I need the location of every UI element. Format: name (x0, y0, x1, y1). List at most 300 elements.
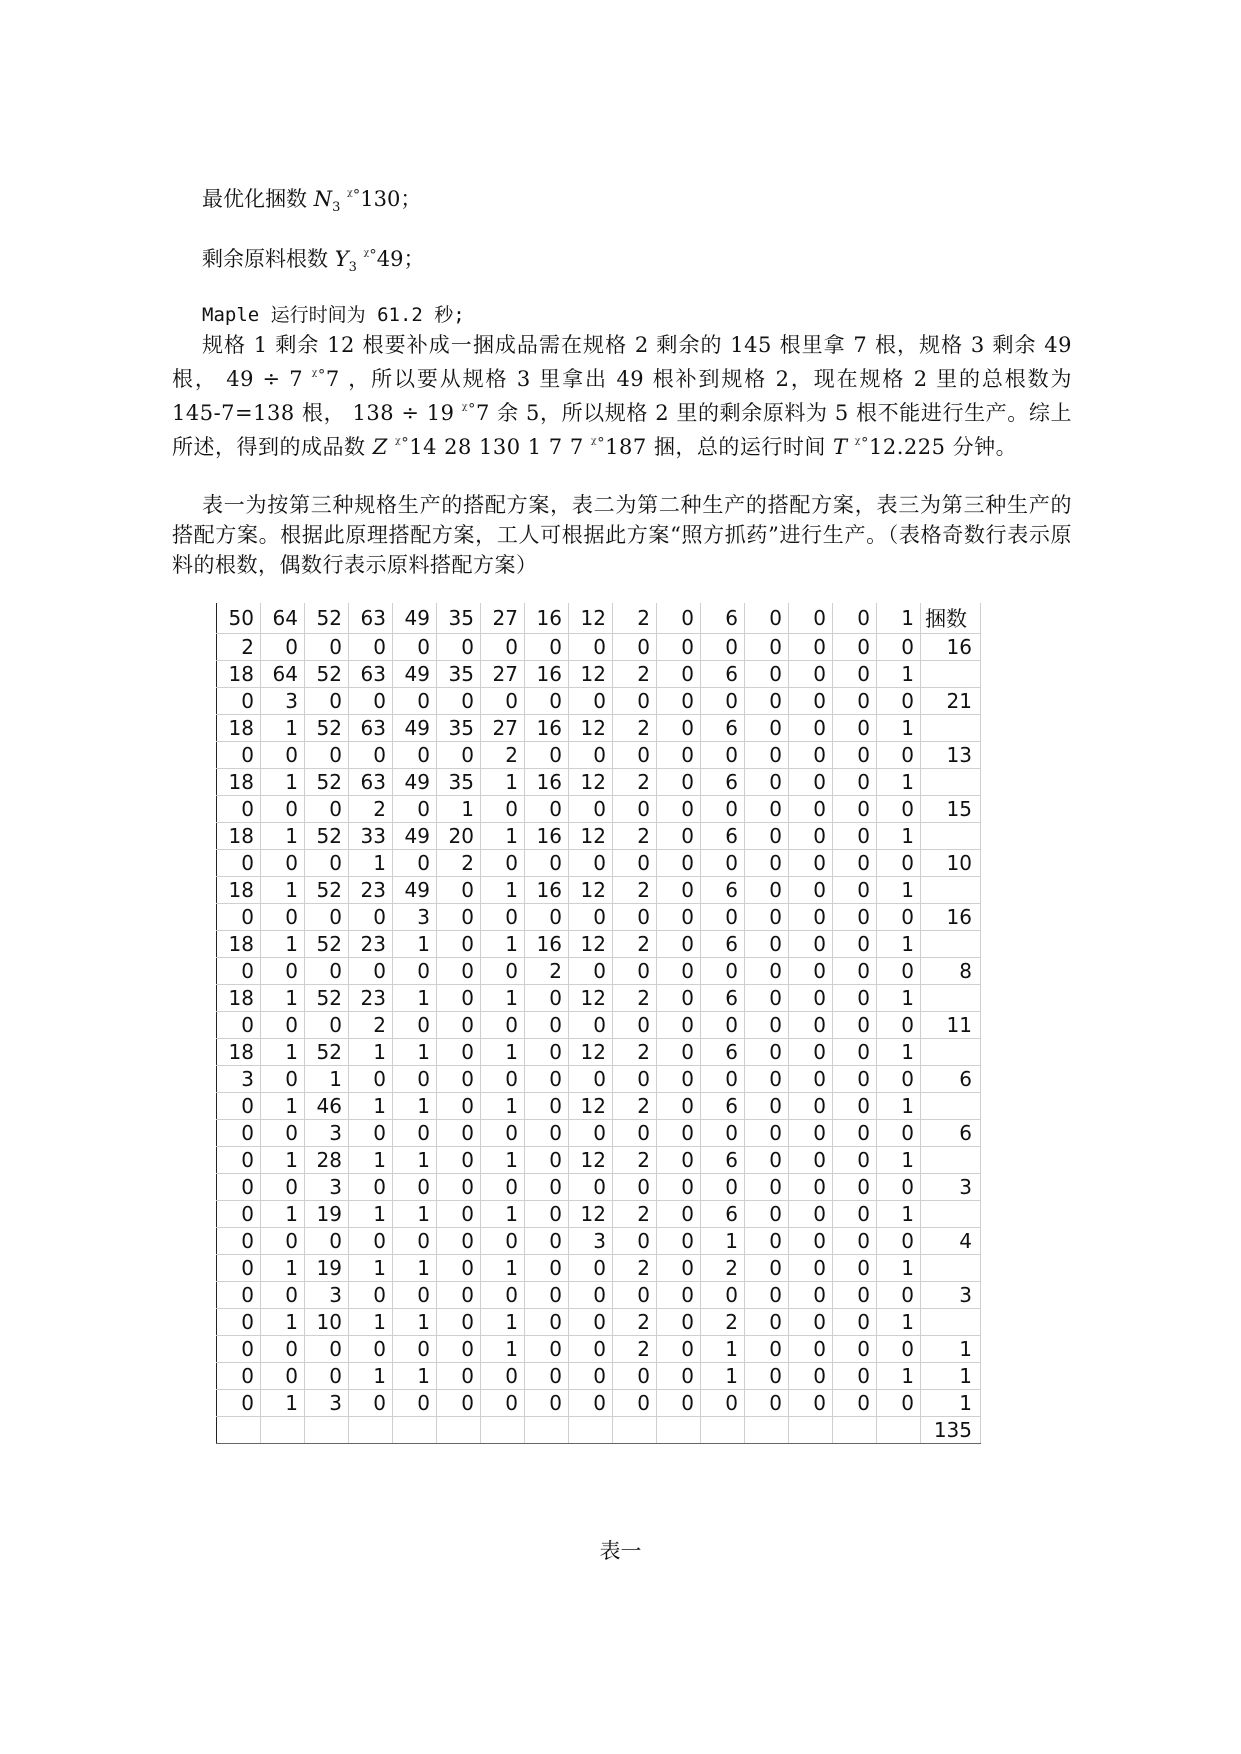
table-cell: 3 (569, 1228, 613, 1255)
table-cell: 1 (349, 1093, 393, 1120)
table-cell: 2 (613, 931, 657, 958)
calculation-paragraph (172, 330, 1072, 462)
table-cell: 0 (437, 1120, 481, 1147)
table-cell: 6 (701, 823, 745, 850)
table-cell: 0 (437, 1390, 481, 1417)
table-cell: 0 (613, 1012, 657, 1039)
table-cell: 0 (349, 958, 393, 985)
table-cell: 6 (701, 877, 745, 904)
table-cell: 2 (613, 1147, 657, 1174)
table-cell: 63 (349, 715, 393, 742)
table-cell: 20 (437, 823, 481, 850)
table-cell: 1 (261, 1147, 305, 1174)
table-cell: 0 (525, 796, 569, 823)
table-cell: 0 (701, 850, 745, 877)
table-cell: 0 (833, 1174, 877, 1201)
table-cell: 0 (305, 1336, 349, 1363)
table-cell: 63 (349, 661, 393, 688)
table-cell: 1 (481, 1039, 525, 1066)
table-cell: 0 (217, 1228, 261, 1255)
table-cell: 0 (789, 634, 833, 661)
table-cell: 0 (437, 634, 481, 661)
table-cell: 2 (613, 715, 657, 742)
y3-label: 剩余原料根数 (202, 247, 328, 271)
table-cell: 0 (569, 1390, 613, 1417)
bundle-count-cell (921, 769, 981, 796)
table-cell: 0 (701, 1066, 745, 1093)
table-cell: 0 (393, 1336, 437, 1363)
table-cell: 0 (481, 1120, 525, 1147)
table-cell: 35 (437, 715, 481, 742)
table-cell: 1 (877, 603, 921, 634)
table-cell: 2 (613, 1309, 657, 1336)
table-cell: 0 (349, 742, 393, 769)
table-cell: 0 (217, 904, 261, 931)
table-row (217, 823, 981, 850)
table-cell: 0 (437, 1309, 481, 1336)
table-cell: 1 (701, 1228, 745, 1255)
table-cell: 0 (437, 1174, 481, 1201)
table-cell: 0 (789, 1012, 833, 1039)
table-cell: 52 (305, 661, 349, 688)
table-cell: 1 (481, 985, 525, 1012)
table-cell: 0 (525, 1228, 569, 1255)
table-cell: 0 (613, 904, 657, 931)
bundle-count-cell: 21 (921, 688, 981, 715)
table-cell: 1 (393, 985, 437, 1012)
table-cell: 6 (701, 769, 745, 796)
table-cell: 0 (877, 1012, 921, 1039)
table-cell: 1 (305, 1066, 349, 1093)
table-cell: 0 (525, 688, 569, 715)
table-cell: 12 (569, 1201, 613, 1228)
table-cell: 0 (701, 958, 745, 985)
bundle-count-cell: 3 (921, 1282, 981, 1309)
table-cell: 0 (393, 1282, 437, 1309)
table-cell: 3 (217, 1066, 261, 1093)
z-variable: Z (372, 435, 388, 459)
bundle-count-cell: 10 (921, 850, 981, 877)
table-row (217, 1255, 981, 1282)
table-cell: 0 (349, 904, 393, 931)
table-cell: 63 (349, 769, 393, 796)
table-cell: 0 (745, 796, 789, 823)
table-cell: 0 (833, 1363, 877, 1390)
table-cell: 0 (789, 1228, 833, 1255)
table-cell: 0 (745, 1309, 789, 1336)
table-cell: 0 (745, 1120, 789, 1147)
table-cell: 0 (525, 634, 569, 661)
table-cell: 0 (833, 1147, 877, 1174)
table-cell: 1 (481, 1093, 525, 1120)
table-cell: 0 (833, 769, 877, 796)
table-cell: 0 (569, 1120, 613, 1147)
table-cell: 1 (701, 1363, 745, 1390)
table-cell: 0 (437, 742, 481, 769)
table-cell: 1 (877, 661, 921, 688)
table-cell: 35 (437, 661, 481, 688)
table-cell: 0 (833, 1336, 877, 1363)
table-cell: 0 (833, 1228, 877, 1255)
table-cell: 18 (217, 823, 261, 850)
table-cell: 0 (525, 1255, 569, 1282)
table-cell: 0 (789, 1066, 833, 1093)
table-cell: 0 (833, 1012, 877, 1039)
table-cell: 0 (833, 1282, 877, 1309)
table-cell: 1 (261, 1255, 305, 1282)
table-cell: 0 (525, 1282, 569, 1309)
table-cell: 0 (437, 1363, 481, 1390)
table-cell: 49 (393, 877, 437, 904)
table-cell: 12 (569, 823, 613, 850)
table-cell: 0 (789, 1363, 833, 1390)
table-cell: 0 (745, 1336, 789, 1363)
table-cell: 6 (701, 661, 745, 688)
table-cell: 0 (877, 1228, 921, 1255)
garbled-equals-symbol: ᵡ° (590, 434, 606, 452)
table-cell: 6 (701, 715, 745, 742)
table-cell: 0 (437, 1147, 481, 1174)
table-row (217, 769, 981, 796)
table-cell: 0 (349, 1174, 393, 1201)
table-cell: 0 (217, 850, 261, 877)
bundle-count-cell (921, 877, 981, 904)
table-cell: 0 (613, 1363, 657, 1390)
para1-part-b: 7 ，所以要从规格 3 里拿出 49 根补到规格 2，现在规格 2 里的总根数为 145-7=138 根， 138 ÷ 19 (172, 367, 1072, 425)
table-cell: 0 (393, 1390, 437, 1417)
table-cell: 0 (789, 688, 833, 715)
table-cell: 0 (217, 1309, 261, 1336)
table-cell: 64 (261, 603, 305, 634)
table-cell: 0 (349, 1336, 393, 1363)
table-cell: 49 (393, 715, 437, 742)
table-cell: 0 (481, 634, 525, 661)
table-cell: 1 (393, 1039, 437, 1066)
table-cell: 46 (305, 1093, 349, 1120)
table-cell: 18 (217, 661, 261, 688)
table-cell: 0 (833, 634, 877, 661)
garbled-equals-symbol: ᵡ° (363, 246, 377, 264)
table-cell: 1 (349, 1147, 393, 1174)
table-cell: 23 (349, 931, 393, 958)
bundle-count-cell (921, 931, 981, 958)
table-cell: 33 (349, 823, 393, 850)
table-row (217, 661, 981, 688)
table-cell: 0 (657, 1309, 701, 1336)
table-cell: 0 (789, 985, 833, 1012)
table-cell: 2 (613, 603, 657, 634)
table-cell: 1 (261, 823, 305, 850)
table-cell: 0 (481, 904, 525, 931)
table-cell: 19 (305, 1201, 349, 1228)
garbled-equals-symbol: ᵡ° (394, 434, 410, 452)
table-cell: 0 (525, 904, 569, 931)
table-cell: 0 (569, 1309, 613, 1336)
table-cell: 1 (393, 931, 437, 958)
table-cell: 0 (525, 1174, 569, 1201)
table-cell: 0 (745, 661, 789, 688)
table-cell: 1 (877, 1093, 921, 1120)
table-cell: 27 (481, 661, 525, 688)
table-cell: 0 (657, 1039, 701, 1066)
table-cell: 0 (657, 1066, 701, 1093)
table-cell: 1 (877, 1255, 921, 1282)
table-cell: 0 (833, 904, 877, 931)
table-cell: 6 (701, 1201, 745, 1228)
table-cell: 1 (877, 1039, 921, 1066)
table-cell: 0 (217, 1201, 261, 1228)
table-cell: 0 (261, 904, 305, 931)
table-cell: 35 (437, 769, 481, 796)
table-cell: 0 (789, 769, 833, 796)
table-cell: 1 (481, 769, 525, 796)
table-cell: 0 (833, 850, 877, 877)
table-cell: 0 (525, 1012, 569, 1039)
table-cell: 12 (569, 661, 613, 688)
table-cell: 0 (613, 1282, 657, 1309)
table-cell: 2 (217, 634, 261, 661)
table-cell: 2 (701, 1309, 745, 1336)
table-cell: 0 (393, 958, 437, 985)
table-cell: 0 (393, 742, 437, 769)
table-cell: 0 (877, 1174, 921, 1201)
bundle-count-cell (921, 1255, 981, 1282)
table-cell (393, 1417, 437, 1444)
table-cell: 52 (305, 877, 349, 904)
table-cell: 0 (481, 1066, 525, 1093)
table-cell: 2 (613, 1255, 657, 1282)
n3-label: 最优化捆数 (202, 187, 307, 211)
table-cell: 1 (481, 1336, 525, 1363)
table-cell: 1 (261, 1201, 305, 1228)
table-cell (569, 1417, 613, 1444)
table-row (217, 985, 981, 1012)
table-cell: 0 (525, 1147, 569, 1174)
table-cell: 0 (833, 688, 877, 715)
table-cell: 0 (657, 1282, 701, 1309)
table-row (217, 634, 981, 661)
table-row (217, 931, 981, 958)
table-cell: 52 (305, 715, 349, 742)
table-cell: 0 (657, 985, 701, 1012)
bundle-count-cell (921, 1039, 981, 1066)
table-cell: 0 (437, 877, 481, 904)
table-cell: 0 (877, 1120, 921, 1147)
table-cell: 0 (745, 769, 789, 796)
table-cell: 0 (745, 1282, 789, 1309)
table-cell: 3 (393, 904, 437, 931)
table-cell: 16 (525, 877, 569, 904)
bundle-count-cell: 3 (921, 1174, 981, 1201)
table-cell: 0 (789, 1093, 833, 1120)
table-row (217, 1228, 981, 1255)
t-variable: T (833, 435, 848, 459)
table-cell (745, 1417, 789, 1444)
table-cell: 1 (261, 715, 305, 742)
table-cell: 0 (525, 1363, 569, 1390)
table-cell: 0 (745, 742, 789, 769)
table-cell: 6 (701, 931, 745, 958)
bundle-count-cell: 6 (921, 1066, 981, 1093)
table-row (217, 796, 981, 823)
table-cell: 0 (217, 958, 261, 985)
table-cell: 1 (481, 1201, 525, 1228)
table-cell: 35 (437, 603, 481, 634)
table-cell (217, 1417, 261, 1444)
table-cell: 1 (877, 715, 921, 742)
table-row (217, 1390, 981, 1417)
table-row (217, 1336, 981, 1363)
table-cell: 0 (833, 1066, 877, 1093)
garbled-equals-symbol: ᵡ° (854, 434, 869, 452)
table-cell: 18 (217, 931, 261, 958)
table-cell: 0 (437, 1201, 481, 1228)
table-cell: 2 (613, 661, 657, 688)
table-cell: 1 (349, 1255, 393, 1282)
table-cell: 0 (833, 603, 877, 634)
table-cell: 0 (569, 1066, 613, 1093)
table-cell: 0 (393, 1174, 437, 1201)
table-cell: 12 (569, 603, 613, 634)
table-row (217, 715, 981, 742)
table-cell: 0 (261, 1066, 305, 1093)
table-cell: 0 (481, 796, 525, 823)
bundle-count-cell: 1 (921, 1336, 981, 1363)
table-cell: 0 (789, 904, 833, 931)
table-cell: 0 (613, 850, 657, 877)
para1-part-d: 14 28 130 1 7 7 (409, 435, 591, 459)
bundle-count-cell (921, 823, 981, 850)
table-cell: 0 (701, 904, 745, 931)
table-cell: 1 (481, 877, 525, 904)
table-cell: 27 (481, 603, 525, 634)
table-row (217, 1012, 981, 1039)
table-cell: 0 (745, 985, 789, 1012)
table-cell: 2 (701, 1255, 745, 1282)
table-cell: 0 (261, 634, 305, 661)
table-cell: 0 (525, 1120, 569, 1147)
collocation-table (216, 603, 981, 1444)
table-cell: 0 (305, 904, 349, 931)
table-cell: 0 (745, 634, 789, 661)
table-row (217, 1174, 981, 1201)
table-cell: 52 (305, 769, 349, 796)
table-cell: 0 (305, 850, 349, 877)
table-cell: 0 (349, 1228, 393, 1255)
table-cell: 0 (261, 1228, 305, 1255)
table-cell: 0 (437, 1093, 481, 1120)
table-cell: 1 (349, 1309, 393, 1336)
table-cell: 0 (481, 688, 525, 715)
bundle-count-cell: 135 (921, 1417, 981, 1444)
table-cell: 0 (789, 931, 833, 958)
table-cell: 1 (349, 1201, 393, 1228)
table-cell: 0 (349, 688, 393, 715)
table-cell: 0 (481, 1174, 525, 1201)
table-cell: 0 (877, 1390, 921, 1417)
table-cell: 0 (745, 1363, 789, 1390)
table-cell: 23 (349, 985, 393, 1012)
table-cell: 1 (481, 823, 525, 850)
table-cell: 0 (657, 931, 701, 958)
table-row (217, 850, 981, 877)
table-cell: 1 (393, 1093, 437, 1120)
table-cell: 0 (261, 1012, 305, 1039)
table-cell: 0 (437, 985, 481, 1012)
table-cell: 0 (745, 688, 789, 715)
table-cell: 0 (789, 1255, 833, 1282)
table-cell: 16 (525, 823, 569, 850)
table-cell: 0 (657, 1363, 701, 1390)
data-table-container (216, 603, 981, 1444)
table-cell: 2 (481, 742, 525, 769)
para1-part-e: 187 捆，总的运行时间 (605, 435, 834, 459)
table-cell: 18 (217, 985, 261, 1012)
table-cell: 0 (569, 796, 613, 823)
table-row (217, 904, 981, 931)
table-cell: 0 (789, 1120, 833, 1147)
table-cell: 0 (701, 796, 745, 823)
table-row (217, 742, 981, 769)
table-cell: 0 (833, 823, 877, 850)
table-cell: 0 (569, 1255, 613, 1282)
table-cell: 0 (261, 742, 305, 769)
table-cell: 0 (657, 904, 701, 931)
table-cell: 19 (305, 1255, 349, 1282)
table-cell: 1 (393, 1255, 437, 1282)
table-cell: 52 (305, 1039, 349, 1066)
table-cell: 12 (569, 1039, 613, 1066)
table-cell (481, 1417, 525, 1444)
table-cell: 0 (657, 634, 701, 661)
table-cell: 0 (657, 958, 701, 985)
table-cell: 0 (745, 1012, 789, 1039)
table-cell: 2 (613, 1201, 657, 1228)
y3-result-line (202, 240, 425, 283)
table-cell (701, 1417, 745, 1444)
table-row (217, 1201, 981, 1228)
table-cell: 0 (437, 931, 481, 958)
table-cell: 49 (393, 769, 437, 796)
table-cell: 0 (701, 688, 745, 715)
table-cell: 0 (569, 958, 613, 985)
table-cell (349, 1417, 393, 1444)
table-cell: 1 (877, 1363, 921, 1390)
table-cell: 0 (261, 850, 305, 877)
table-cell: 0 (745, 1093, 789, 1120)
table-cell: 0 (613, 742, 657, 769)
table-row (217, 1417, 981, 1444)
table-row (217, 877, 981, 904)
table-cell: 0 (745, 1201, 789, 1228)
table-cell: 0 (305, 1012, 349, 1039)
table-cell: 0 (261, 958, 305, 985)
table-cell: 0 (833, 1255, 877, 1282)
table-cell: 0 (525, 1066, 569, 1093)
table-cell: 0 (393, 1228, 437, 1255)
table-cell: 6 (701, 1093, 745, 1120)
n3-variable: N (313, 187, 333, 211)
table-row (217, 1363, 981, 1390)
bundle-count-cell: 16 (921, 904, 981, 931)
table-cell: 2 (349, 796, 393, 823)
table-cell: 1 (349, 1039, 393, 1066)
bundle-count-cell: 15 (921, 796, 981, 823)
y3-variable: Y (334, 247, 349, 271)
table-cell: 52 (305, 823, 349, 850)
table-cell: 0 (261, 1336, 305, 1363)
table-cell: 1 (877, 1201, 921, 1228)
